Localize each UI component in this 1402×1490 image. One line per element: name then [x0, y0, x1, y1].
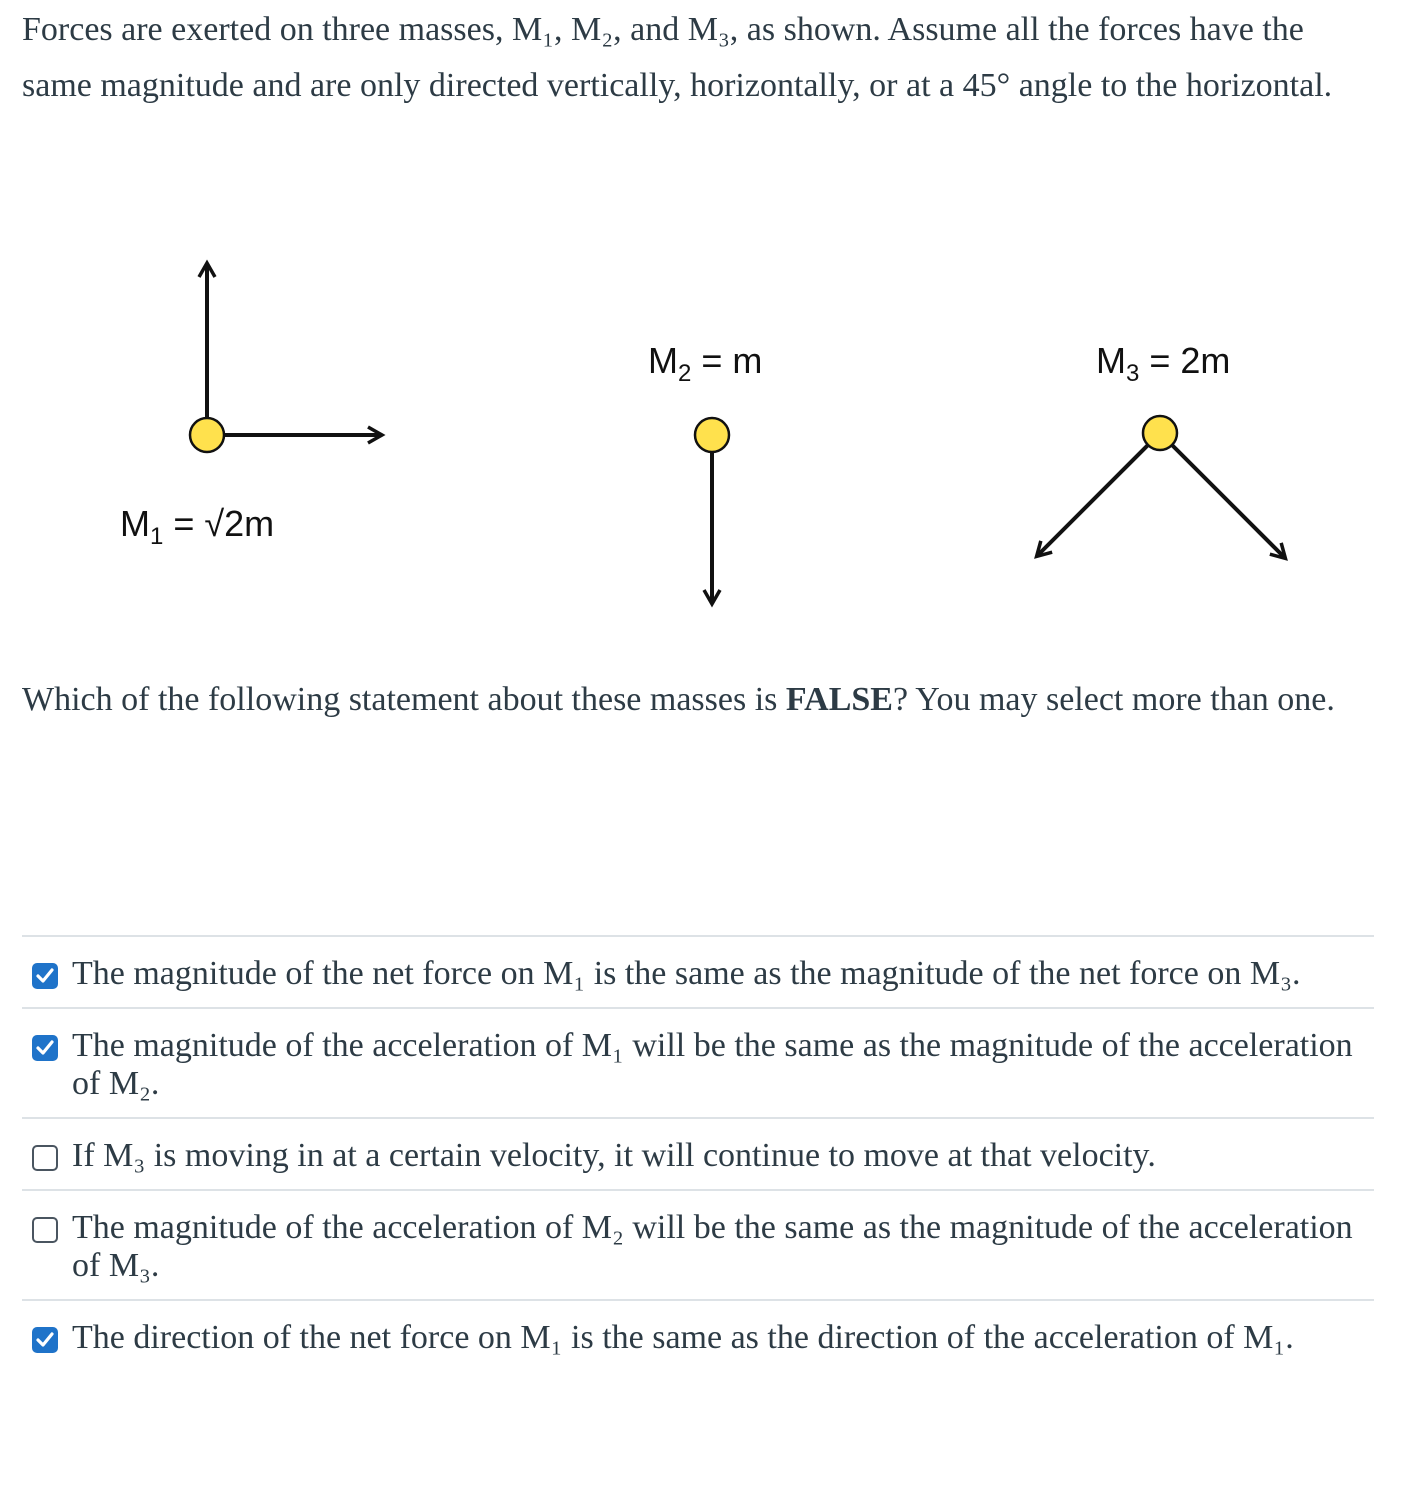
mass1-ball: [190, 418, 224, 452]
answer-option-3[interactable]: [22, 1117, 1374, 1189]
mass3-force-down-right-arrow: [1160, 433, 1284, 557]
mass3-ball: [1143, 416, 1177, 450]
checkmark-icon: [34, 1329, 56, 1351]
answer-option-5[interactable]: [22, 1299, 1374, 1371]
answer-4-checkbox[interactable]: [32, 1217, 58, 1243]
answer-2-label: The magnitude of the acceleration of M₁ will be the same as the magnitude of the acceleration of M₂.: [72, 1027, 1353, 1102]
question-prompt: Which of the following statement about these masses is FALSE? You may select more than one.: [22, 681, 1335, 718]
mass2-ball: [695, 418, 729, 452]
checkmark-icon: [34, 965, 56, 987]
force-diagram: [0, 230, 1402, 630]
mass2-label: $M_2 = m$: [648, 340, 763, 387]
mass2-group: [648, 340, 762, 602]
answer-option-1[interactable]: [22, 935, 1374, 1007]
mass3-label: $M_3 = 2m$: [1096, 340, 1231, 387]
answer-3-label: If M₃ is moving in at a certain velocity, it will continue to move at that velocity.: [72, 1137, 1156, 1174]
answer-5-checkbox[interactable]: [32, 1327, 58, 1353]
answer-5-label: The direction of the net force on M₁ is the same as the direction of the acceleration of M₁.: [72, 1319, 1294, 1356]
answer-3-checkbox[interactable]: [32, 1145, 58, 1171]
false-emphasis: FALSE: [785, 681, 893, 718]
answer-2-checkbox[interactable]: [32, 1035, 58, 1061]
mass1-label: $M_1 = √2m$: [120, 503, 275, 550]
mass3-force-down-left-arrow: [1038, 433, 1160, 555]
checkmark-icon: [34, 1037, 56, 1059]
answer-1-checkbox[interactable]: [32, 963, 58, 989]
mass3-group: [1038, 340, 1284, 557]
force-diagram-svg: [0, 230, 1402, 630]
question-intro: Forces are exerted on three masses, M₁, M₂, and M₃, as shown. Assume all the forces have the same magnitude and are only directed vertically, horizontally, or at a 45° angle to the horizontal.: [22, 11, 1333, 104]
answer-list: [22, 935, 1374, 1371]
answer-4-label: The magnitude of the acceleration of M₂ will be the same as the magnitude of the acceleration of M₃.: [72, 1209, 1353, 1284]
answer-1-label: The magnitude of the net force on M₁ is the same as the magnitude of the net force on M₃.: [72, 955, 1301, 992]
mass1-group: [120, 265, 380, 550]
answer-option-2[interactable]: [22, 1007, 1374, 1117]
answer-option-4[interactable]: [22, 1189, 1374, 1299]
